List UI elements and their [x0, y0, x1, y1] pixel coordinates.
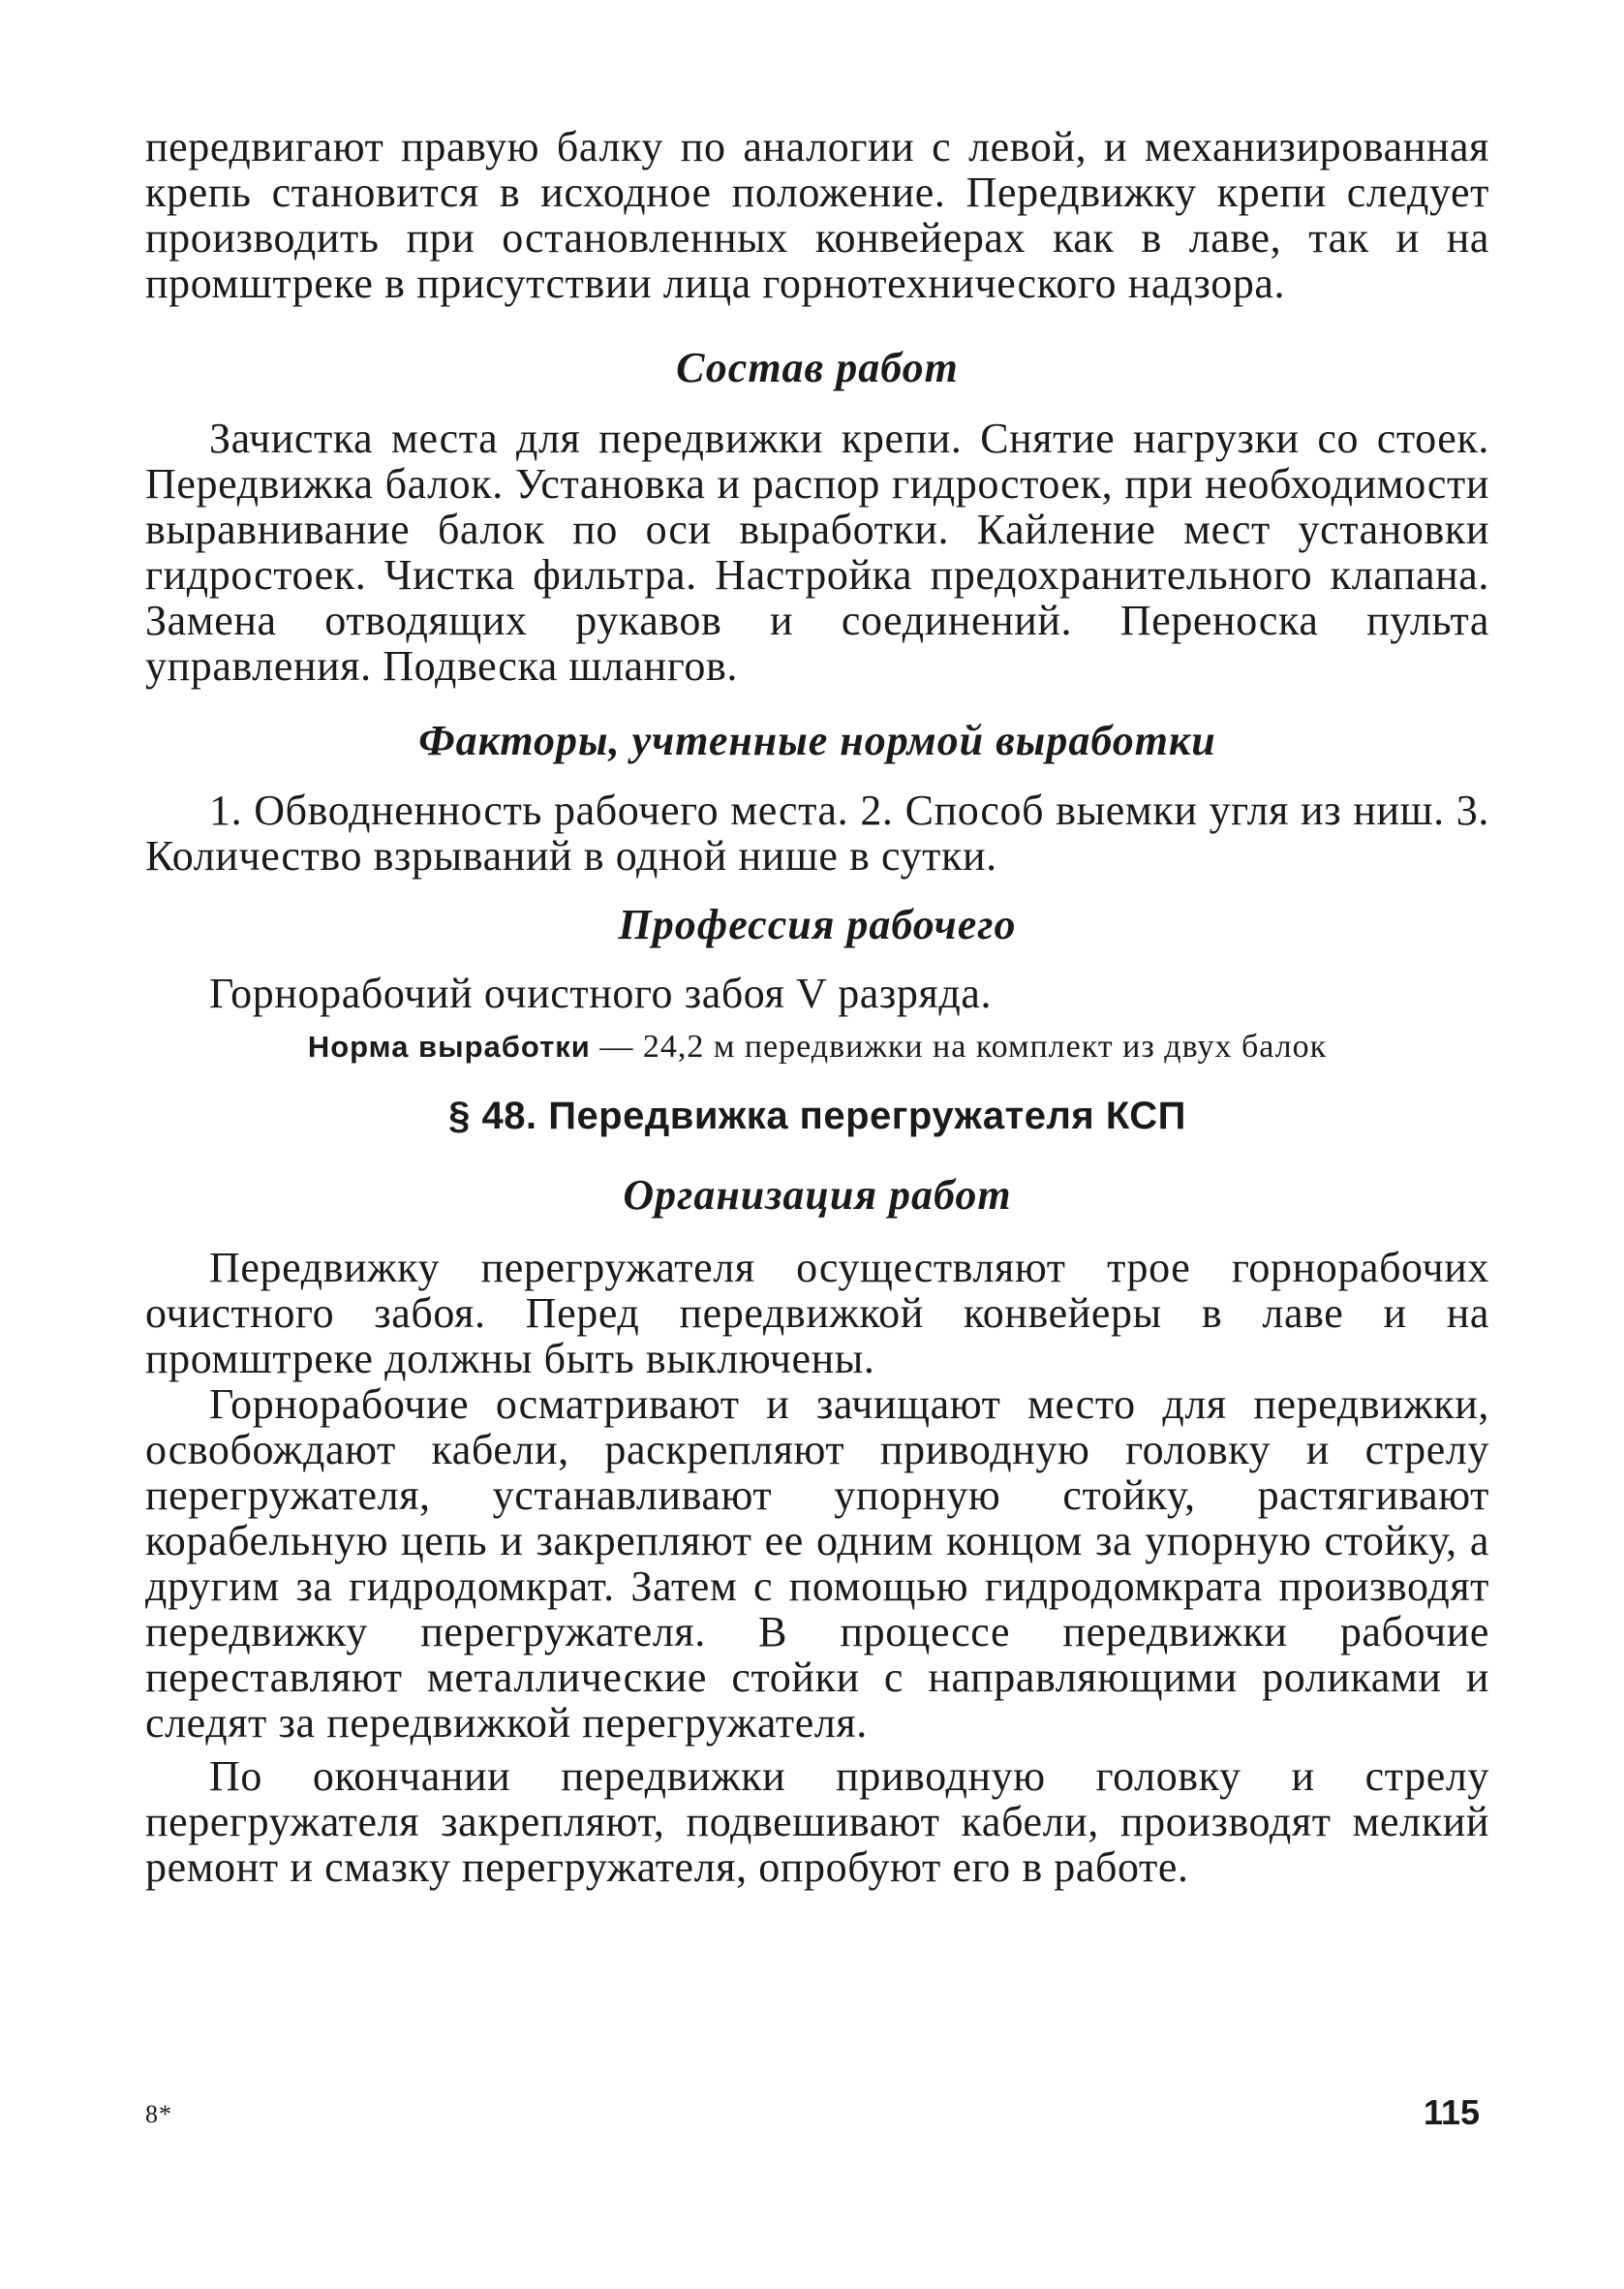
- profession-text: Горнорабочий очистного забоя V разряда.: [209, 970, 993, 1017]
- section-title: § 48. Передвижка перегружателя КСП: [448, 1095, 1186, 1137]
- factors-text: 1. Обводненность рабочего места. 2. Способ выемки угля из ниш. 3. Количество взрываний в одной нише в сутки.: [145, 787, 1489, 880]
- organization-paragraph-2: Горнорабочие осматривают и зачищают место для передвижки, освобождают кабели, раскрепляют приводную головку и стрелу перегружателя, устанавливают упорную стойку, растягивают корабельную цепь и закрепляют ее одним концом за упорную стойку, а другим за гидродомкрат. Затем с помощью гидродомкрата производят передвижку перегружателя. В процессе передвижки рабочие переставляют металлические стойки с направляющими роликами и следят за передвижкой перегружателя.: [145, 1380, 1489, 1747]
- norm-line: [145, 1028, 1489, 1067]
- organization-paragraph-3: По окончании передвижки приводную головку и стрелу перегружателя закрепляют, подвешивают кабели, производят мелкий ремонт и смазку перегружателя, опробуют его в работе.: [145, 1752, 1489, 1891]
- page-number: 115: [1424, 2092, 1481, 2132]
- composition-heading: Состав работ: [676, 344, 959, 391]
- organization-heading: Организация работ: [623, 1171, 1012, 1219]
- composition-text: Зачистка места для передвижки крепи. Снятие нагрузки со стоек. Передвижка балок. Установка и распор гидростоек, при необходимости выравнивание балок по оси выработки. Кайление мест установки гидростоек. Чистка фильтра. Настройка предохранительного клапана. Замена отводящих рукавов и соединений. Переноска пульта управления. Подвеска шлангов.: [145, 415, 1489, 690]
- profession-heading: Профессия рабочего: [618, 901, 1017, 948]
- factors-heading: Факторы, учтенные нормой выработки: [418, 717, 1216, 764]
- norm-label: Норма выработки: [307, 1030, 591, 1064]
- signature-mark: 8*: [145, 2100, 172, 2128]
- intro-paragraph: передвигают правую балку по аналогии с левой, и механизированная крепь становится в исходное положение. Передвижку крепи следует производить при остановленных конвейерах как в лаве, так и на промштреке в присутствии лица горнотехнического надзора.: [145, 123, 1489, 307]
- organization-paragraph-1: Передвижку перегружателя осуществляют трое горнорабочих очистного забоя. Перед передвижкой конвейеры в лаве и на промштреке должны быть выключены.: [145, 1244, 1489, 1382]
- norm-value: — 24,2 м передвижки на комплект из двух балок: [599, 1029, 1328, 1065]
- page-content: [145, 124, 1489, 1890]
